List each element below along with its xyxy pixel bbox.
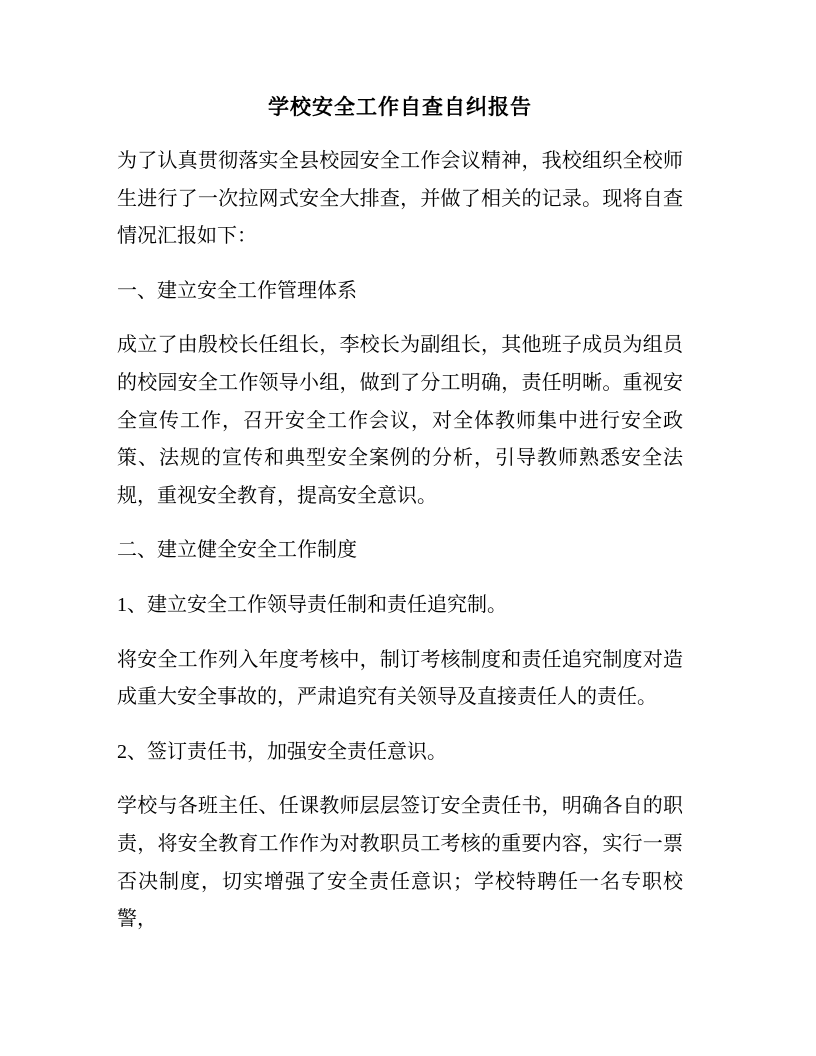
intro-paragraph: 为了认真贯彻落实全县校园安全工作会议精神，我校组织全校师生进行了一次拉网式安全大排查，并做了相关的记录。现将自查情况汇报如下：	[117, 150, 683, 248]
section-2-item-1-paragraph: 将安全工作列入年度考核中，制订考核制度和责任追究制度对造成重大安全事故的，严肃追究有关领导及直接责任人的责任。	[117, 648, 683, 709]
section-1-heading: 一、建立安全工作管理体系	[117, 279, 357, 302]
section-2-heading: 二、建立健全安全工作制度	[117, 539, 357, 562]
document-content	[117, 88, 683, 939]
section-2-item-2-heading: 2、签订责任书，加强安全责任意识。	[117, 740, 447, 763]
document-title: 学校安全工作自查自纠报告	[268, 95, 532, 119]
section-1-paragraph: 成立了由殷校长任组长，李校长为副组长，其他班子成员为组员的校园安全工作领导小组，做到了分工明确，责任明晰。重视安全宣传工作，召开安全工作会议，对全体教师集中进行安全政策、法规的宣传和典型安全案例的分析，引导教师熟悉安全法规，重视安全教育，提高安全意识。	[117, 334, 683, 507]
section-2-item-2-paragraph: 学校与各班主任、任课教师层层签订安全责任书，明确各自的职责，将安全教育工作作为对教职员工考核的重要内容，实行一票否决制度，切实增强了安全责任意识；学校特聘任一名专职校警，	[117, 795, 683, 931]
section-2-item-1-heading: 1、建立安全工作领导责任制和责任追究制。	[117, 593, 507, 616]
